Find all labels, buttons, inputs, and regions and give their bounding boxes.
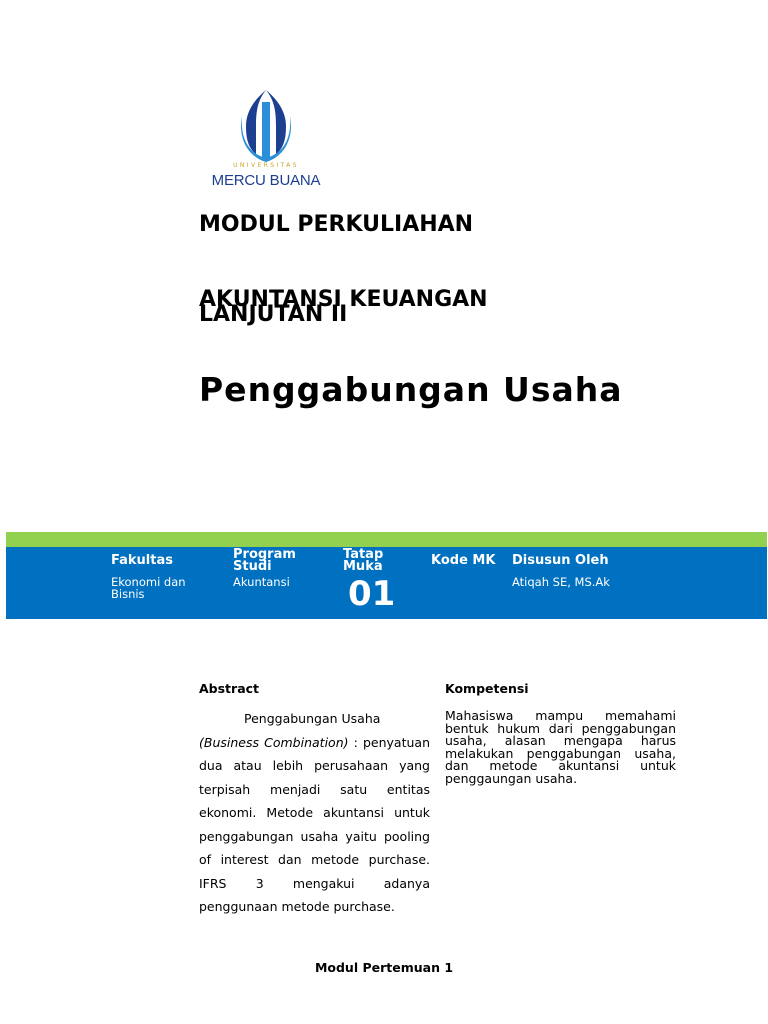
kompetensi-heading: Kompetensi [445,681,529,696]
kompetensi-body: Mahasiswa mampu memahami bentuk hukum dari penggabungan usaha, alasan mengapa harus melakukan penggabungan usaha, dan metode akuntansi untuk penggaungan usaha. [445,708,676,786]
tatap-muka-label: Tatap Muka [343,547,384,574]
fakultas-label: Fakultas [111,553,173,568]
footer-text: Modul Pertemuan 1 [314,960,454,975]
disusun-label: Disusun Oleh [512,553,609,568]
abstract-lead: Penggabungan Usaha [244,711,381,726]
abstract-body [199,707,430,919]
abstract-rest: : penyatuan dua atau lebih perusahaan yang terpisah menjadi satu entitas ekonomi. Metode akuntansi untuk penggabungan usaha yaitu pooling of interest dan metode purchase. IFRS 3 mengakui adanya penggunaan metode purchase. [199,734,430,914]
band-green-stripe [6,532,767,547]
course-title: AKUNTANSI KEUANGAN LANJUTAN II [199,287,488,327]
fakultas-value: Ekonomi dan Bisnis [111,575,186,601]
logo-universitas-text: UNIVERSITAS [233,162,299,169]
tatap-muka-value: 01 [348,574,396,614]
kode-mk-label: Kode MK [431,553,496,568]
logo-emblem-icon [198,86,334,166]
logo-name-text: MERCU BUANA [211,172,321,189]
disusun-value: Atiqah SE, MS.Ak [512,575,610,589]
modul-heading: MODUL PERKULIAHAN [199,212,474,237]
university-logo [198,86,334,192]
page-title: Penggabungan Usaha [199,370,623,409]
abstract-heading: Abstract [199,681,260,696]
program-label: Program Studi [233,547,296,574]
abstract-italic: (Business Combination) [199,734,349,750]
program-value: Akuntansi [233,575,290,589]
